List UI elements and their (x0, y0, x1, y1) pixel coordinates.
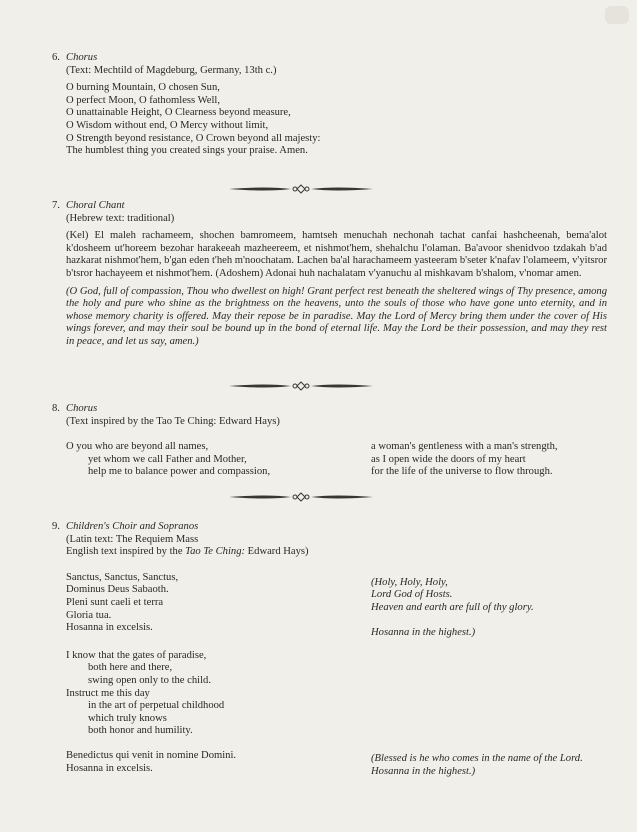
section-8 (52, 403, 607, 481)
section-subtitle: (Latin text: The Requiem Mass (66, 533, 199, 545)
text-line: a woman's gentleness with a man's strength, (371, 441, 558, 453)
latin-column (66, 572, 178, 635)
text-line: O you who are beyond all names, (66, 441, 209, 453)
right-column (371, 441, 558, 479)
section-subtitle: (Text: Mechtild of Magdeburg, Germany, 13th c.) (66, 64, 277, 76)
section-9-header (52, 521, 607, 559)
text-line: both here and there, (88, 662, 173, 674)
chorus-columns (66, 441, 607, 481)
english-translation: (O God, full of compassion, Thou who dwellest on high! Grant perfect rest beneath the sheltered wings of Thy presence, among the holy and pure who shine as the brightness on the heavens, unto the souls of those who have gone unto eternity, and in whose memory charity is offered. May their repose be in paradise. May the Lord of Mercy bring them under the cover of His wings forever, and may their soul be bound up in the bond of eternal life. May the Lord be their possession, and may they rest in peace, and let us say, amen.) (66, 285, 607, 347)
section-subtitle: (Hebrew text: traditional) (66, 212, 175, 224)
text-line: Hosanna in excelsis. (66, 762, 153, 774)
english-column (371, 577, 534, 640)
section-number: 6. (52, 52, 60, 63)
section-title: Children's Choir and Sopranos (66, 521, 199, 532)
text-line: (Blessed is he who comes in the name of the Lord. (371, 752, 583, 764)
benedictus-columns (66, 750, 607, 778)
text-line: Sanctus, Sanctus, Sanctus, (66, 571, 179, 583)
blank-line (371, 615, 534, 628)
text-line: Hosanna in excelsis. (66, 622, 153, 634)
subtitle-prefix: English text inspired by the (66, 546, 186, 558)
text-line: Lord God of Hosts. (371, 589, 453, 601)
text-line: Heaven and earth are full of thy glory. (371, 601, 534, 613)
text-line: Benedictus qui venit in nomine Domini. (66, 749, 237, 761)
ornament-divider (227, 183, 375, 195)
section-title: Chorus (66, 403, 98, 414)
text-line: which truly knows (88, 712, 167, 724)
section-7-header (52, 200, 607, 225)
section-number: 9. (52, 521, 60, 532)
section-subtitle: (Text inspired by the Tao Te Ching: Edward Hays) (66, 415, 280, 427)
text-line: (Holy, Holy, Holy, (371, 576, 448, 588)
text-line: in the art of perpetual childhood (88, 700, 225, 712)
text-line: Dominus Deus Sabaoth. (66, 584, 169, 596)
page-corner-tab (605, 6, 629, 24)
text-line: O Wisdom without end, O Mercy without limit, (66, 119, 269, 131)
hebrew-text: (Kel) El maleh rachameem, shochen bamromeem, hamtseh menuchah nechonah tachat canfai hashcheenah, bema'alot k'dosheem ut'horeem bezohar harakeeah mazheereem, et nishmot'hem, shehalchu l'olaman. Ba'avoor shenidvoo tzdakah b'ad hazkarat nishmot'hem, b'gan eden t'heh m'noochatam. Lachen ba'al harachameem yasteeram b'seter k'nafav l'olameem, v'yitsror b'tsror hachayeem et nishmot'hem. (Adoshem) Adonai huh nachalatam v'yanuchu al mishkavam b'shalom, v'nomar amen. (66, 230, 607, 279)
sanctus-columns (66, 572, 607, 638)
ornament-divider (227, 380, 375, 392)
english-column (371, 753, 583, 778)
text-line: yet whom we call Father and Mother, (88, 453, 247, 465)
latin-column (66, 750, 236, 775)
book-title: Tao Te Ching: (185, 546, 246, 558)
section-number: 8. (52, 403, 60, 414)
text-line: O burning Mountain, O chosen Sun, (66, 82, 220, 94)
text-line: as I open wide the doors of my heart (371, 453, 526, 465)
section-7 (52, 200, 607, 349)
chorus-text (66, 82, 607, 158)
section-subtitle-2 (66, 546, 607, 559)
text-line: O perfect Moon, O fathomless Well, (66, 94, 220, 106)
text-line: O unattainable Height, O Clearness beyond measure, (66, 107, 291, 119)
section-title: Choral Chant (66, 200, 125, 211)
text-line: Gloria tua. (66, 609, 112, 621)
ornament-divider (227, 491, 375, 503)
section-title: Chorus (66, 52, 98, 63)
section-number: 7. (52, 200, 60, 211)
left-column (66, 441, 270, 479)
poem-text (66, 650, 607, 738)
subtitle-suffix: Edward Hays) (245, 546, 309, 558)
section-8-header (52, 403, 607, 428)
text-line: Hosanna in the highest.) (371, 765, 476, 777)
section-6 (52, 52, 607, 158)
section-9 (52, 521, 607, 778)
text-line: for the life of the universe to flow through. (371, 466, 553, 478)
text-line: The humblest thing you created sings your praise. Amen. (66, 145, 308, 157)
text-line: Instruct me this day (66, 687, 150, 699)
text-line: Pleni sunt caeli et terra (66, 596, 164, 608)
section-6-header (52, 52, 607, 77)
text-line: both honor and humility. (88, 725, 193, 737)
text-line: swing open only to the child. (88, 674, 211, 686)
text-line: Hosanna in the highest.) (371, 627, 476, 639)
text-line: I know that the gates of paradise, (66, 649, 207, 661)
text-line: O Strength beyond resistance, O Crown beyond all majesty: (66, 132, 321, 144)
text-line: help me to balance power and compassion, (88, 466, 271, 478)
